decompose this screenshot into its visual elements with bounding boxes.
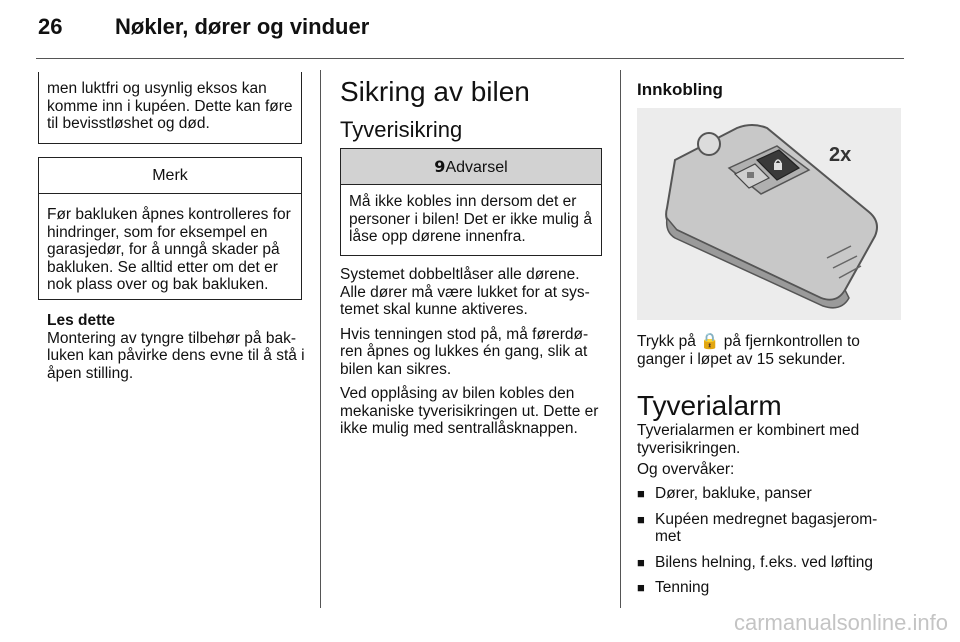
page-number: 26 bbox=[38, 14, 63, 39]
continued-warning-text: men luktfri og usynlig eksos kan komme inn i kupéen. Dette kan føre til bevisstløshet og død. bbox=[47, 80, 293, 132]
warning-icon: 9 bbox=[434, 157, 446, 176]
monitors-label: Og overvåker: bbox=[637, 461, 735, 478]
read-this-text: Montering av tyngre tilbehør på bak-luken kan påvirke dens evne til å stå i åpen stilling. bbox=[47, 329, 305, 382]
warning-header bbox=[341, 149, 601, 185]
note-box bbox=[38, 157, 302, 300]
note-heading: Merk bbox=[39, 158, 301, 194]
list-item: ■ Dører, bakluke, panser bbox=[637, 485, 899, 503]
alarm-title: Tyverialarm bbox=[637, 390, 782, 421]
column-divider-left bbox=[320, 70, 321, 608]
innkobling-text: Trykk på 🔒 på fjernkontrollen to ganger i løpet av 15 sekunder. bbox=[637, 333, 860, 368]
watermark: carmanualsonline.info bbox=[733, 610, 948, 635]
car-key-drawing bbox=[637, 108, 901, 320]
continued-warning-box bbox=[38, 72, 302, 144]
remote-key-illustration bbox=[637, 108, 901, 320]
warning-box bbox=[340, 148, 602, 256]
list-item: ■ Tenning bbox=[637, 579, 899, 597]
monitors-list bbox=[637, 485, 899, 605]
page-title: Nøkler, dører og vinduer bbox=[115, 14, 370, 39]
subsection-title: Tyverisikring bbox=[340, 117, 463, 142]
read-this-block bbox=[47, 312, 305, 382]
header-divider bbox=[36, 58, 904, 59]
note-text: Før bakluken åpnes kontrolleres for hindringer, som for eksempel en garasjedør, for å unngå skader på bakluken. Se alltid etter om det er nok plass over og bak bakluken. bbox=[47, 206, 291, 293]
paragraph: Ved opplåsing av bilen kobles den mekaniske tyverisikringen ut. Dette er ikke mulig med sentrallåsknappen. bbox=[340, 385, 599, 437]
column-divider-right bbox=[620, 70, 621, 608]
innkobling-heading: Innkobling bbox=[637, 80, 723, 99]
section-title: Sikring av bilen bbox=[340, 76, 530, 107]
warning-text: Må ikke kobles inn dersom det er personer i bilen! Det er ikke mulig å låse opp dørene innenfra. bbox=[349, 193, 592, 245]
alarm-text: Tyverialarmen er kombinert med tyverisikringen. bbox=[637, 422, 860, 457]
paragraph: Systemet dobbeltlåser alle dørene. Alle dører må være lukket for at sys-temet skal kunne aktiveres. bbox=[340, 266, 590, 318]
list-item: ■ Bilens helning, f.eks. ved løfting bbox=[637, 554, 899, 572]
list-item: ■ Kupéen medregnet bagasjerom-met bbox=[637, 511, 899, 546]
middle-body bbox=[340, 266, 606, 438]
warning-heading: Advarsel bbox=[445, 159, 508, 176]
press-count-label: 2x bbox=[829, 144, 852, 166]
paragraph: Hvis tenningen stod på, må førerdø-ren åpnes og lukkes én gang, slik at bilen kan sikres. bbox=[340, 325, 589, 378]
read-this-heading: Les dette bbox=[47, 312, 116, 329]
